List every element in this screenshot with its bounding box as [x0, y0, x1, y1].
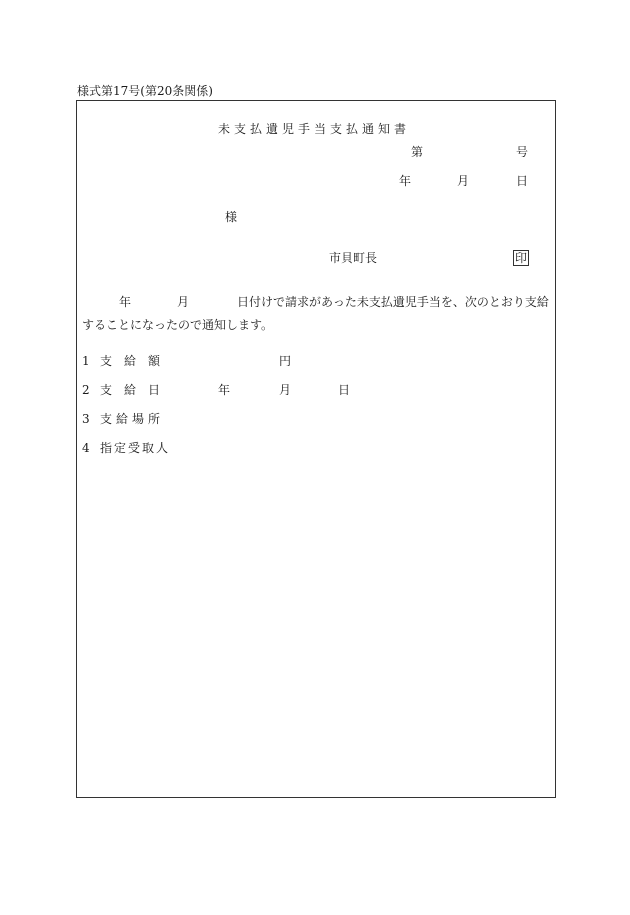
item-4-label: 指定受取人 — [100, 441, 171, 455]
body-year: 年 — [119, 295, 132, 309]
document-title: 未支払遺児手当支払通知書 — [218, 122, 411, 136]
date-month: 月 — [457, 174, 470, 188]
item-4-number: 4 — [82, 441, 90, 455]
item-2-month: 月 — [279, 383, 292, 397]
item-1-unit: 円 — [279, 354, 292, 368]
date-day: 日 — [516, 174, 529, 188]
item-2-day: 日 — [338, 383, 351, 397]
body-line-2: することになったので通知します。 — [82, 318, 274, 332]
body-line-1: 日付けで請求があった未支払遺児手当を、次のとおり支給 — [237, 295, 549, 309]
form-number: 様式第17号(第20条関係) — [77, 84, 213, 98]
item-1-number: 1 — [82, 354, 90, 368]
item-3-label: 支給場所 — [100, 412, 165, 426]
addressee-suffix: 様 — [225, 210, 238, 224]
issuer: 市貝町長 — [329, 251, 378, 265]
seal-box — [513, 250, 529, 266]
item-1-label: 支 給 額 — [100, 354, 161, 368]
number-dai: 第 — [411, 145, 424, 159]
item-2-year: 年 — [218, 383, 231, 397]
item-2-number: 2 — [82, 383, 90, 397]
body-month: 月 — [177, 295, 190, 309]
item-3-number: 3 — [82, 412, 90, 426]
number-go: 号 — [516, 145, 529, 159]
seal-mark: 印 — [514, 251, 527, 265]
date-year: 年 — [399, 174, 412, 188]
item-2-label: 支 給 日 — [100, 383, 161, 397]
